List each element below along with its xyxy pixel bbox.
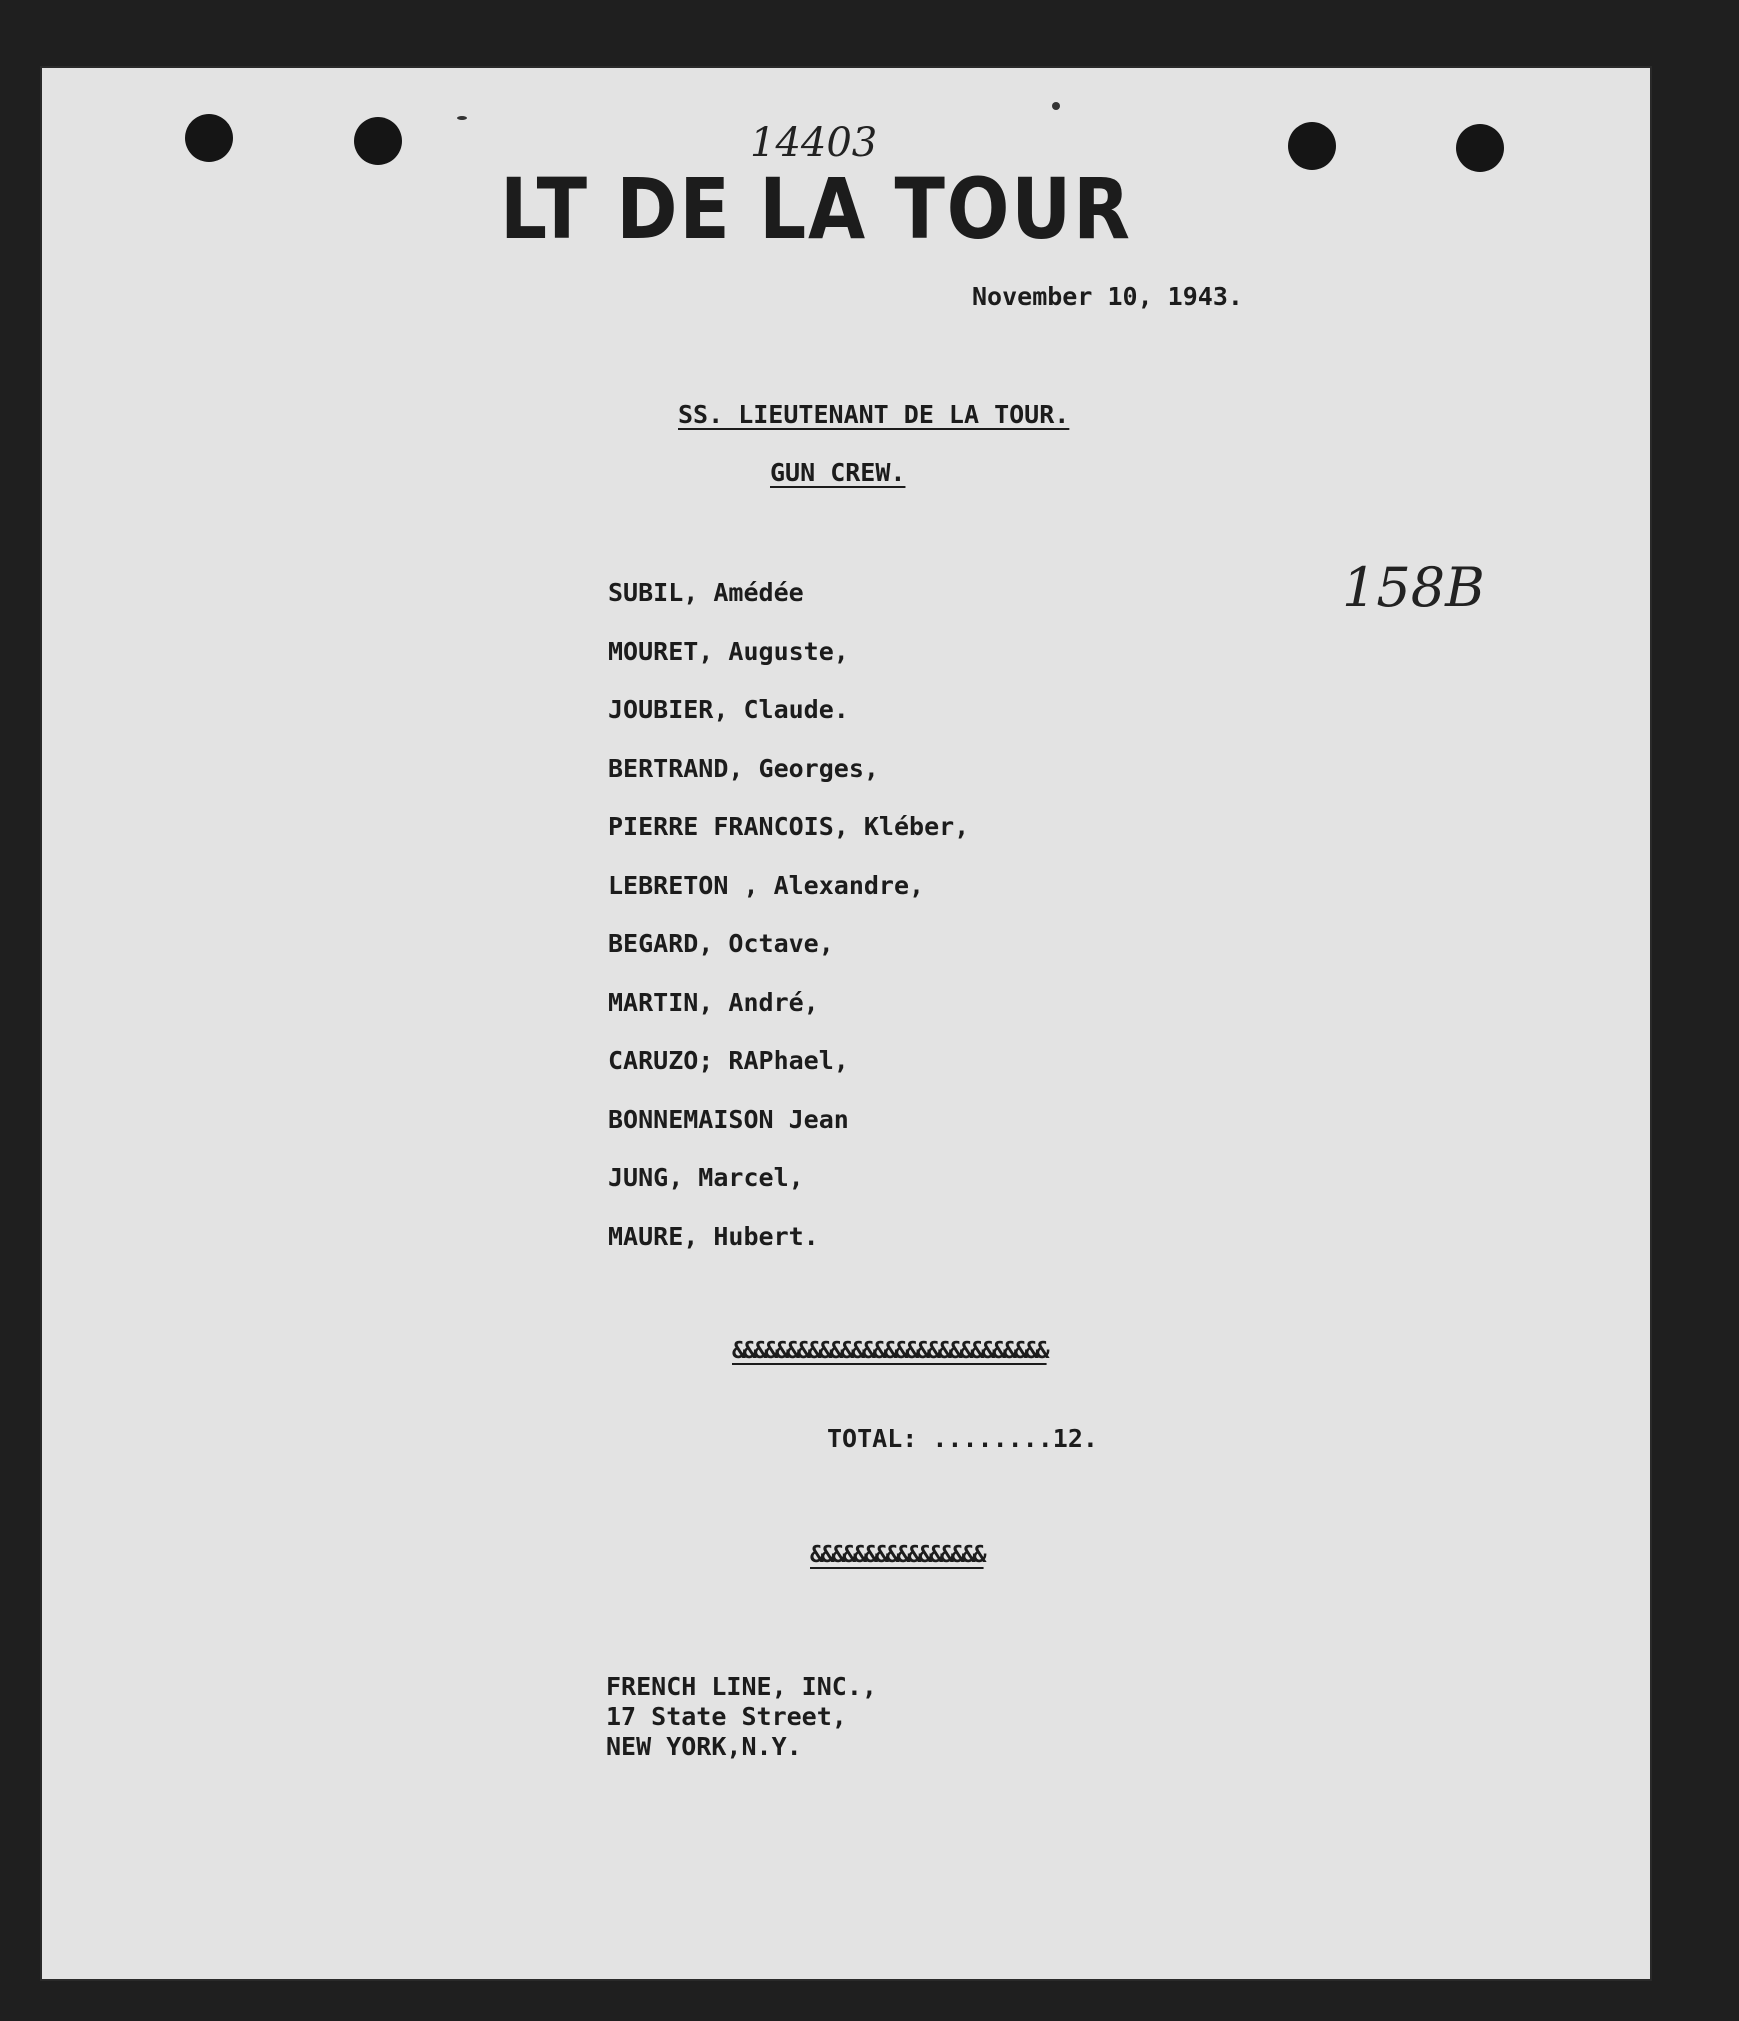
punch-hole [354,117,402,165]
address-line: 17 State Street, [606,1702,847,1731]
punch-hole [1288,122,1336,170]
crew-member: JUNG, Marcel, [608,1163,804,1192]
crew-member: BONNEMAISON Jean [608,1104,849,1134]
crew-list [608,578,969,1280]
ornament-divider: &&&&&&&&&&&&&&&& [810,1542,984,1568]
punch-hole [1456,124,1504,172]
document-date: November 10, 1943. [972,282,1243,311]
crew-member: SUBIL, Amédée [608,578,804,607]
crew-member: CARUZO; RAPhael, [608,1046,849,1075]
ornament-divider: &&&&&&&&&&&&&&&&&&&&&&&&&&&&& [732,1338,1047,1364]
crew-member: MOURET, Auguste, [608,636,849,666]
crew-member: LEBRETON , Alexandre, [608,870,925,900]
handwritten-mark: 158B [1342,556,1485,619]
ink-speck [1052,102,1060,110]
crew-member: MAURE, Hubert. [608,1221,819,1251]
ink-speck [457,116,467,120]
address-block [606,1672,877,1762]
crew-member: PIERRE FRANCOIS, Kléber, [608,812,970,841]
crew-member: JOUBIER, Claude. [608,695,849,724]
list-subtitle: GUN CREW. [770,458,906,487]
total-line: TOTAL: ........12. [827,1424,1098,1453]
handwritten-number: 14403 [750,120,878,166]
crew-member: MARTIN, André, [608,987,819,1017]
stamp-heading: LT DE LA TOUR [500,160,1132,258]
crew-member: BERTRAND, Georges, [608,753,879,783]
punch-hole [185,114,233,162]
document-page [42,68,1650,1979]
address-line: NEW YORK,N.Y. [606,1732,802,1761]
ship-title: SS. LIEUTENANT DE LA TOUR. [678,400,1070,429]
crew-member: BEGARD, Octave, [608,929,834,958]
address-line: FRENCH LINE, INC., [606,1672,877,1701]
